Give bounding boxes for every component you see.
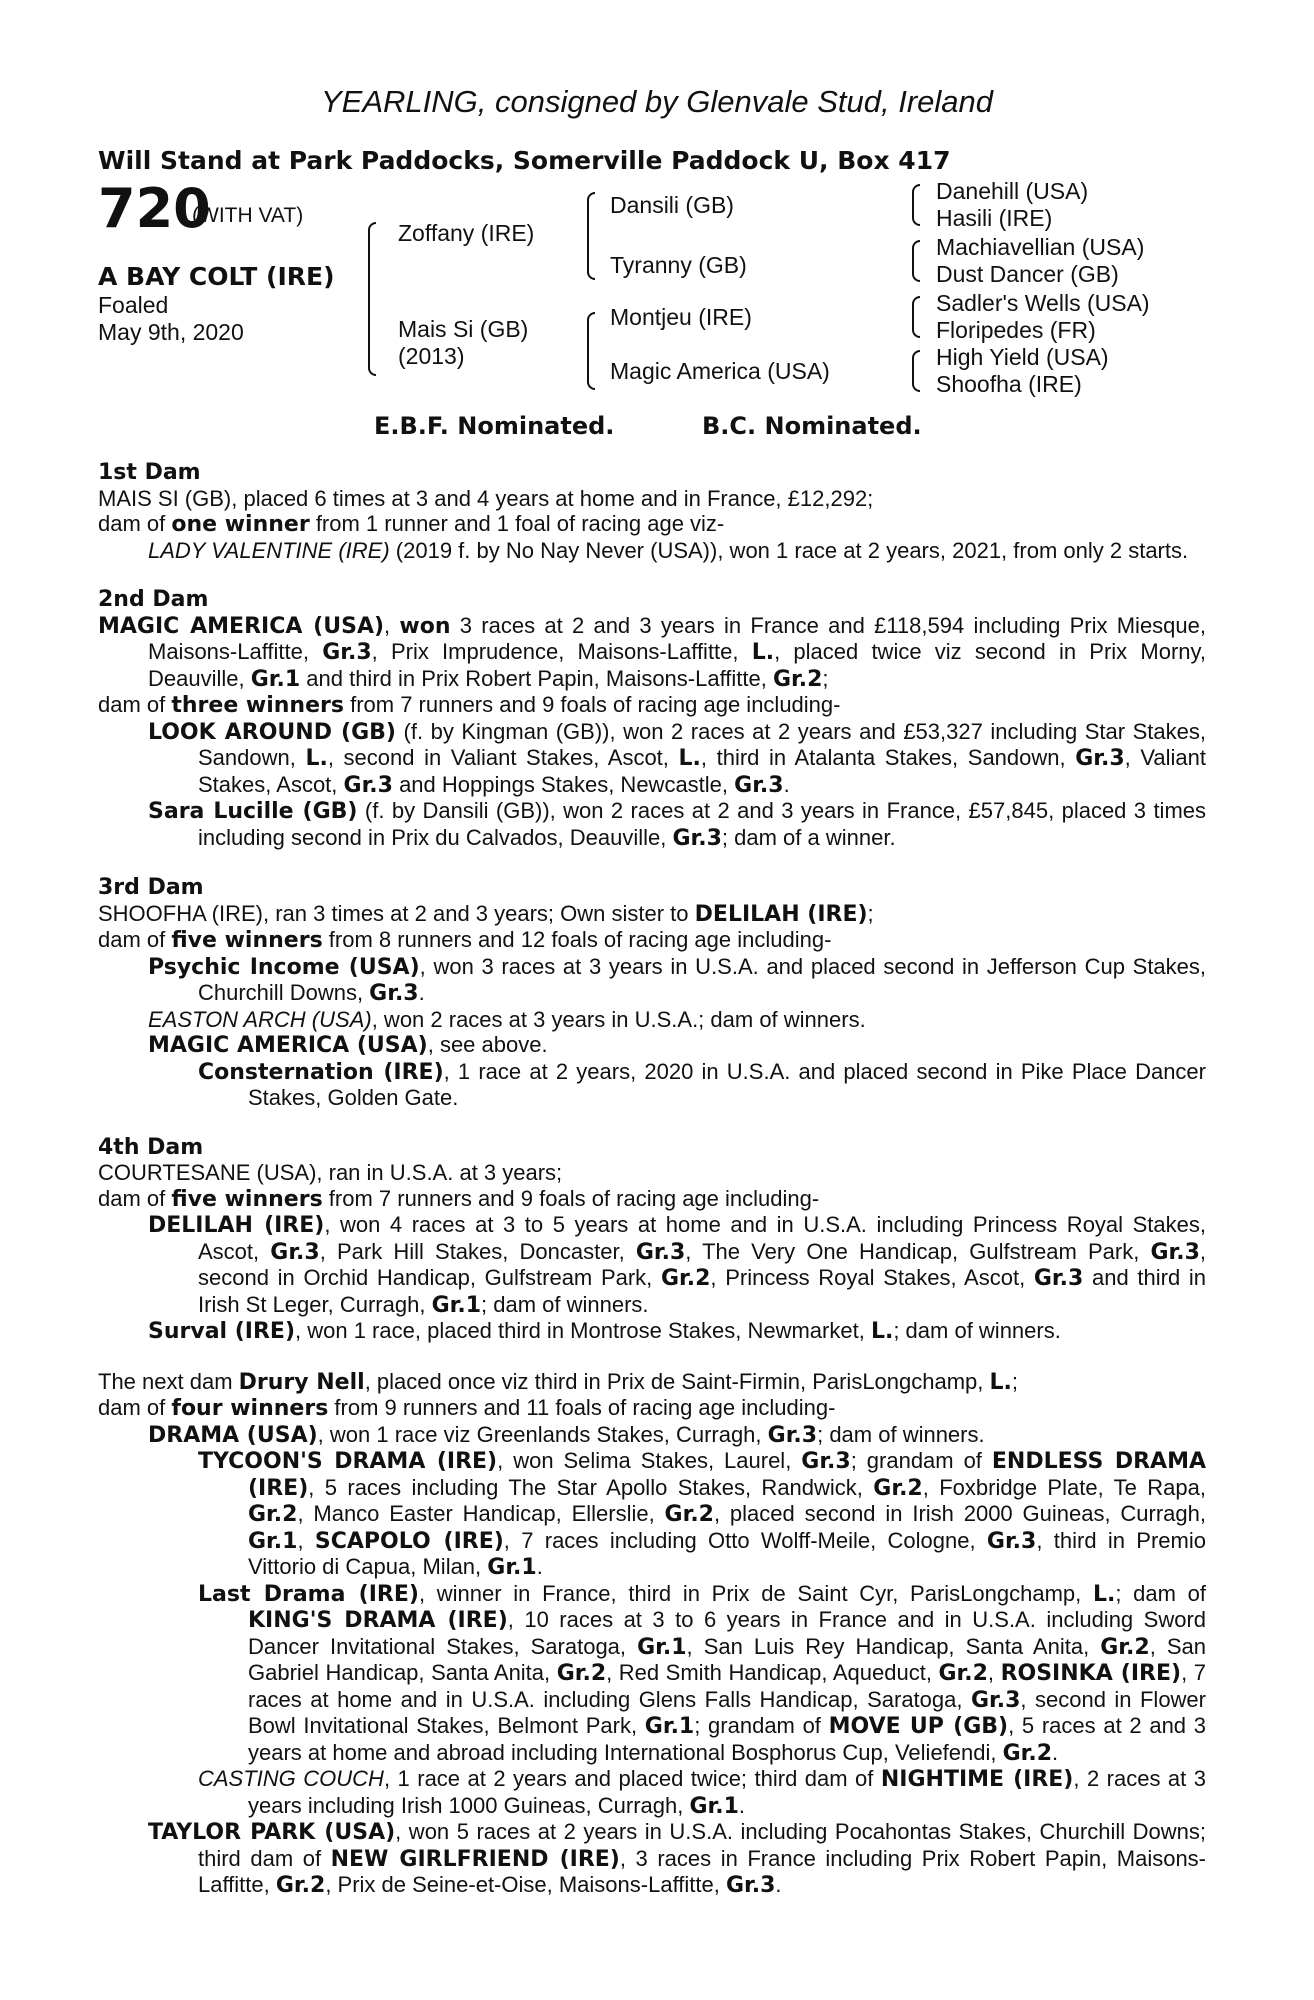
dam3-line1: SHOOFHA (IRE), ran 3 times at 2 and 3 years; Own sister to DELILAH (IRE); [98,900,874,927]
vat-label: (WITH VAT) [192,204,304,227]
next-dam-line1: The next dam Drury Nell, placed once viz third in Prix de Saint-Firmin, ParisLongchamp, L.; [98,1368,1019,1395]
horse-name: A BAY COLT (IRE) [98,262,335,291]
pedigree-sire: Zoffany (IRE) [398,220,535,246]
pedigree-dam: Mais Si (GB) [398,316,529,342]
pedigree-g5: Sadler's Wells (USA) [936,290,1150,316]
pedigree-dam-dam: Magic America (USA) [610,358,830,384]
foaled-label: Foaled [98,292,169,318]
section-heading-1st-dam: 1st Dam [98,460,201,485]
pedigree-g4: Dust Dancer (GB) [936,261,1119,287]
section-heading-3rd-dam: 3rd Dam [98,875,204,900]
section-heading-2nd-dam: 2nd Dam [98,587,209,612]
dam3-produce-3: MAGIC AMERICA (USA), see above. [148,1032,548,1058]
next-produce-5: TAYLOR PARK (USA), won 5 races at 2 years in U.S.A. including Pocahontas Stakes, Churchill Downs; third dam of NEW GIRLFRIEND (IRE), 3 races in France including Prix Robert Papin, Maisons-Laffitte, Gr.2, Prix de Seine-et-Oise, Maisons-Laffitte, Gr.3. [148,1819,1207,1898]
dam1-line2: dam of one winner from 1 runner and 1 foal of racing age viz- [98,511,725,537]
pedigree-g1: Danehill (USA) [936,178,1089,204]
section-heading-4th-dam: 4th Dam [98,1134,204,1160]
dam3-produce-4: Consternation (IRE), 1 race at 2 years, 2020 in U.S.A. and placed second in Pike Place Dancer Stakes, Golden Gate. [198,1058,1206,1110]
pedigree-brace-main [368,222,376,376]
pedigree-dam-sire: Montjeu (IRE) [610,304,752,330]
next-produce-2: TYCOON'S DRAMA (IRE), won Selima Stakes, Laurel, Gr.3; grandam of ENDLESS DRAMA (IRE), 5 races including The Star Apollo Stakes, Randwick, Gr.2, Foxbridge Plate, Te Rapa, Gr.2, Manco Easter Handicap, Ellerslie, Gr.2, placed second in Irish 2000 Guineas, Curragh, Gr.1, SCAPOLO (IRE), 7 races including Otto Wolff-Meile, Cologne, Gr.3, third in Premio Vittorio di Capua, Milan, Gr.1. [198,1448,1206,1580]
dam2-produce-2: Sara Lucille (GB) (f. by Dansili (GB)), won 2 races at 2 and 3 years in France, £57,845, placed 3 times including second in Prix du Calvados, Deauville, Gr.3; dam of a winner. [148,798,1207,851]
dam4-produce-1: DELILAH (IRE), won 4 races at 3 to 5 years at home and in U.S.A. including Princess Royal Stakes, Ascot, Gr.3, Park Hill Stakes, Doncaster, Gr.3, The Very One Handicap, Gulfstream Park, Gr.3, second in Orchid Handicap, Gulfstream Park, Gr.2, Princess Royal Stakes, Ascot, Gr.3 and third in Irish St Leger, Curragh, Gr.1; dam of winners. [148,1212,1206,1318]
pedigree-brace-g2 [912,240,920,282]
pedigree-brace-g1 [912,184,920,226]
pedigree-sire-dam: Tyranny (GB) [610,252,747,278]
pedigree-g3: Machiavellian (USA) [936,234,1145,260]
pedigree-sire-sire: Dansili (GB) [610,192,734,218]
next-produce-4: CASTING COUCH, 1 race at 2 years and placed twice; third dam of NIGHTIME (IRE), 2 races at 3 years including Irish 1000 Guineas, Curragh, Gr.1. [198,1766,1206,1819]
next-dam-line2: dam of four winners from 9 runners and 11 foals of racing age including- [98,1395,836,1421]
dam2-produce-1: LOOK AROUND (GB) (f. by Kingman (GB)), won 2 races at 2 years and £53,327 including Star Stakes, Sandown, L., second in Valiant Stakes, Ascot, L., third in Atalanta Stakes, Sandown, Gr.3, Valiant Stakes, Ascot, Gr.3 and Hoppings Stakes, Newcastle, Gr.3. [148,718,1206,798]
lot-number: 720 [98,177,211,240]
dam2-line2: dam of three winners from 7 runners and 9 foals of racing age including- [98,692,841,718]
consignment-banner: YEARLING, consigned by Glenvale Stud, Ireland [320,84,994,119]
pedigree-brace-dam [587,312,595,390]
dam1-line1: MAIS SI (GB), placed 6 times at 3 and 4 years at home and in France, £12,292; [98,485,874,511]
bc-nomination: B.C. Nominated. [702,412,922,440]
dam1-produce-1: LADY VALENTINE (IRE) (2019 f. by No Nay Never (USA)), won 1 race at 2 years, 2021, from only 2 starts. [148,537,1189,563]
pedigree-g8: Shoofha (IRE) [936,371,1082,397]
ebf-nomination: E.B.F. Nominated. [374,412,615,440]
next-produce-3: Last Drama (IRE), winner in France, third in Prix de Saint Cyr, ParisLongchamp, L.; dam of KING'S DRAMA (IRE), 10 races at 3 to 6 years in France and in U.S.A. including Sword Dancer Invitational Stakes, Saratoga, Gr.1, San Luis Rey Handicap, Santa Anita, Gr.2, San Gabriel Handicap, Santa Anita, Gr.2, Red Smith Handicap, Aqueduct, Gr.2, ROSINKA (IRE), 7 races at home and in U.S.A. including Glens Falls Handicap, Saratoga, Gr.3, second in Flower Bowl Invitational Stakes, Belmont Park, Gr.1; grandam of MOVE UP (GB), 5 races at 2 and 3 years at home and abroad including International Bosphorus Cup, Veliefendi, Gr.2. [198,1580,1206,1766]
dam4-produce-2: Surval (IRE), won 1 race, placed third in Montrose Stakes, Newmarket, L.; dam of winners. [148,1318,1061,1344]
dam3-produce-1: Psychic Income (USA), won 3 races at 3 years in U.S.A. and placed second in Jefferson Cup Stakes, Churchill Downs, Gr.3. [148,953,1207,1006]
dam3-line2: dam of five winners from 8 runners and 12 foals of racing age including- [98,927,832,953]
next-produce-1: DRAMA (USA), won 1 race viz Greenlands Stakes, Curragh, Gr.3; dam of winners. [148,1421,985,1448]
pedigree-g7: High Yield (USA) [936,344,1109,370]
catalogue-body [98,460,1206,1899]
foaled-date: May 9th, 2020 [98,319,244,345]
pedigree-brace-g4 [912,350,920,392]
pedigree-brace-sire [587,192,595,280]
stand-location: Will Stand at Park Paddocks, Somerville Paddock U, Box 417 [98,146,951,175]
dam2-line1: MAGIC AMERICA (USA), won 3 races at 2 and 3 years in France and £118,594 including Prix Miesque, Maisons-Laffitte, Gr.3, Prix Imprudence, Maisons-Laffitte, L., placed twice viz second in Prix Morny, Deauville, Gr.1 and third in Prix Robert Papin, Maisons-Laffitte, Gr.2; [98,612,1207,692]
pedigree-dam-year: (2013) [398,343,465,369]
pedigree-g6: Floripedes (FR) [936,317,1096,343]
dam3-produce-2: EASTON ARCH (USA), won 2 races at 3 years in U.S.A.; dam of winners. [148,1006,866,1032]
pedigree-brace-g3 [912,296,920,338]
dam4-line2: dam of five winners from 7 runners and 9 foals of racing age including- [98,1185,820,1212]
pedigree-g2: Hasili (IRE) [936,205,1053,231]
dam4-line1: COURTESANE (USA), ran in U.S.A. at 3 years; [98,1160,563,1185]
foaled-info [98,292,244,346]
